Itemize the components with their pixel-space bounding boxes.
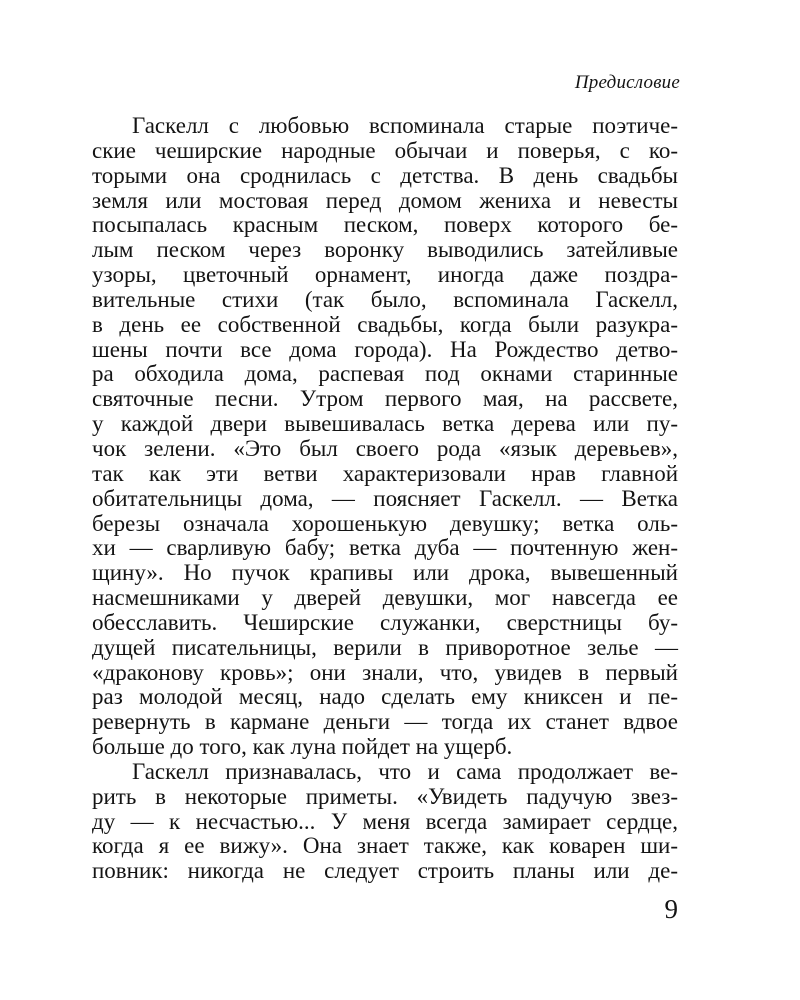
text-line: посыпалась красным песком, поверх которого бе- xyxy=(92,212,678,238)
text-line: обесславить. Чеширские служанки, сверстницы бу- xyxy=(92,609,678,635)
text-line: торыми она сроднилась с детства. В день свадьбы xyxy=(92,162,678,188)
text-line: вительные стихи (так было, вспоминала Гаскелл, xyxy=(92,286,678,312)
text-line: ду — к несчастью... У меня всегда замирает сердце, xyxy=(92,808,678,834)
text-line: лым песком через воронку выводились затейливые xyxy=(92,237,678,263)
text-line: так как эти ветви характеризовали нрав главной xyxy=(92,460,678,486)
paragraph-2 xyxy=(92,760,678,884)
text-line: ревернуть в кармане деньги — тогда их станет вдвое xyxy=(92,709,678,735)
body-text xyxy=(92,114,678,884)
text-line: березы означала хорошенькую девушку; ветка оль- xyxy=(92,510,678,536)
text-line: Гаскелл признавалась, что и сама продолжает ве- xyxy=(132,758,678,784)
text-line: рить в некоторые приметы. «Увидеть падучую звез- xyxy=(92,783,678,809)
text-line: дущей писательницы, верили в приворотное зелье — xyxy=(92,634,678,660)
text-line: повник: никогда не следует строить планы или де- xyxy=(92,858,678,884)
text-line: больше до того, как луна пойдет на ущерб. xyxy=(92,734,513,760)
text-line: когда я ее вижу». Она знает также, как коварен ши- xyxy=(92,833,678,859)
text-line: ские чеширские народные обычаи и поверья, с ко- xyxy=(92,137,678,163)
text-line: насмешниками у дверей девушки, мог навсегда ее xyxy=(92,585,678,611)
paragraph-1 xyxy=(92,114,678,760)
page-number: 9 xyxy=(664,894,678,924)
text-line: святочные песни. Утром первого мая, на рассвете, xyxy=(92,386,678,412)
text-line: земля или мостовая перед домом жениха и невесты xyxy=(92,187,678,213)
running-head: Предисловие xyxy=(574,72,680,93)
text-line: чок зелени. «Это был своего рода «язык деревьев», xyxy=(92,435,678,461)
text-line: хи — сварливую бабу; ветка дуба — почтенную жен- xyxy=(92,535,678,561)
text-line: Гаскелл с любовью вспоминала старые поэтиче- xyxy=(132,113,678,138)
text-line: «драконову кровь»; они знали, что, увидев в первый xyxy=(92,659,678,685)
text-line: у каждой двери вывешивалась ветка дерева или пу- xyxy=(92,411,678,437)
text-line: в день ее собственной свадьбы, когда были разукра- xyxy=(92,311,678,337)
text-line: шены почти все дома города). На Рождество детво- xyxy=(92,336,678,362)
text-line: раз молодой месяц, надо сделать ему книксен и пе- xyxy=(92,684,678,710)
text-line: ра обходила дома, распевая под окнами старинные xyxy=(92,361,678,387)
text-line: узоры, цветочный орнамент, иногда даже поздра- xyxy=(92,262,678,288)
text-line: щину». Но пучок крапивы или дрока, вывешенный xyxy=(92,560,678,586)
text-line: обитательницы дома, — поясняет Гаскелл. — Ветка xyxy=(92,485,678,511)
